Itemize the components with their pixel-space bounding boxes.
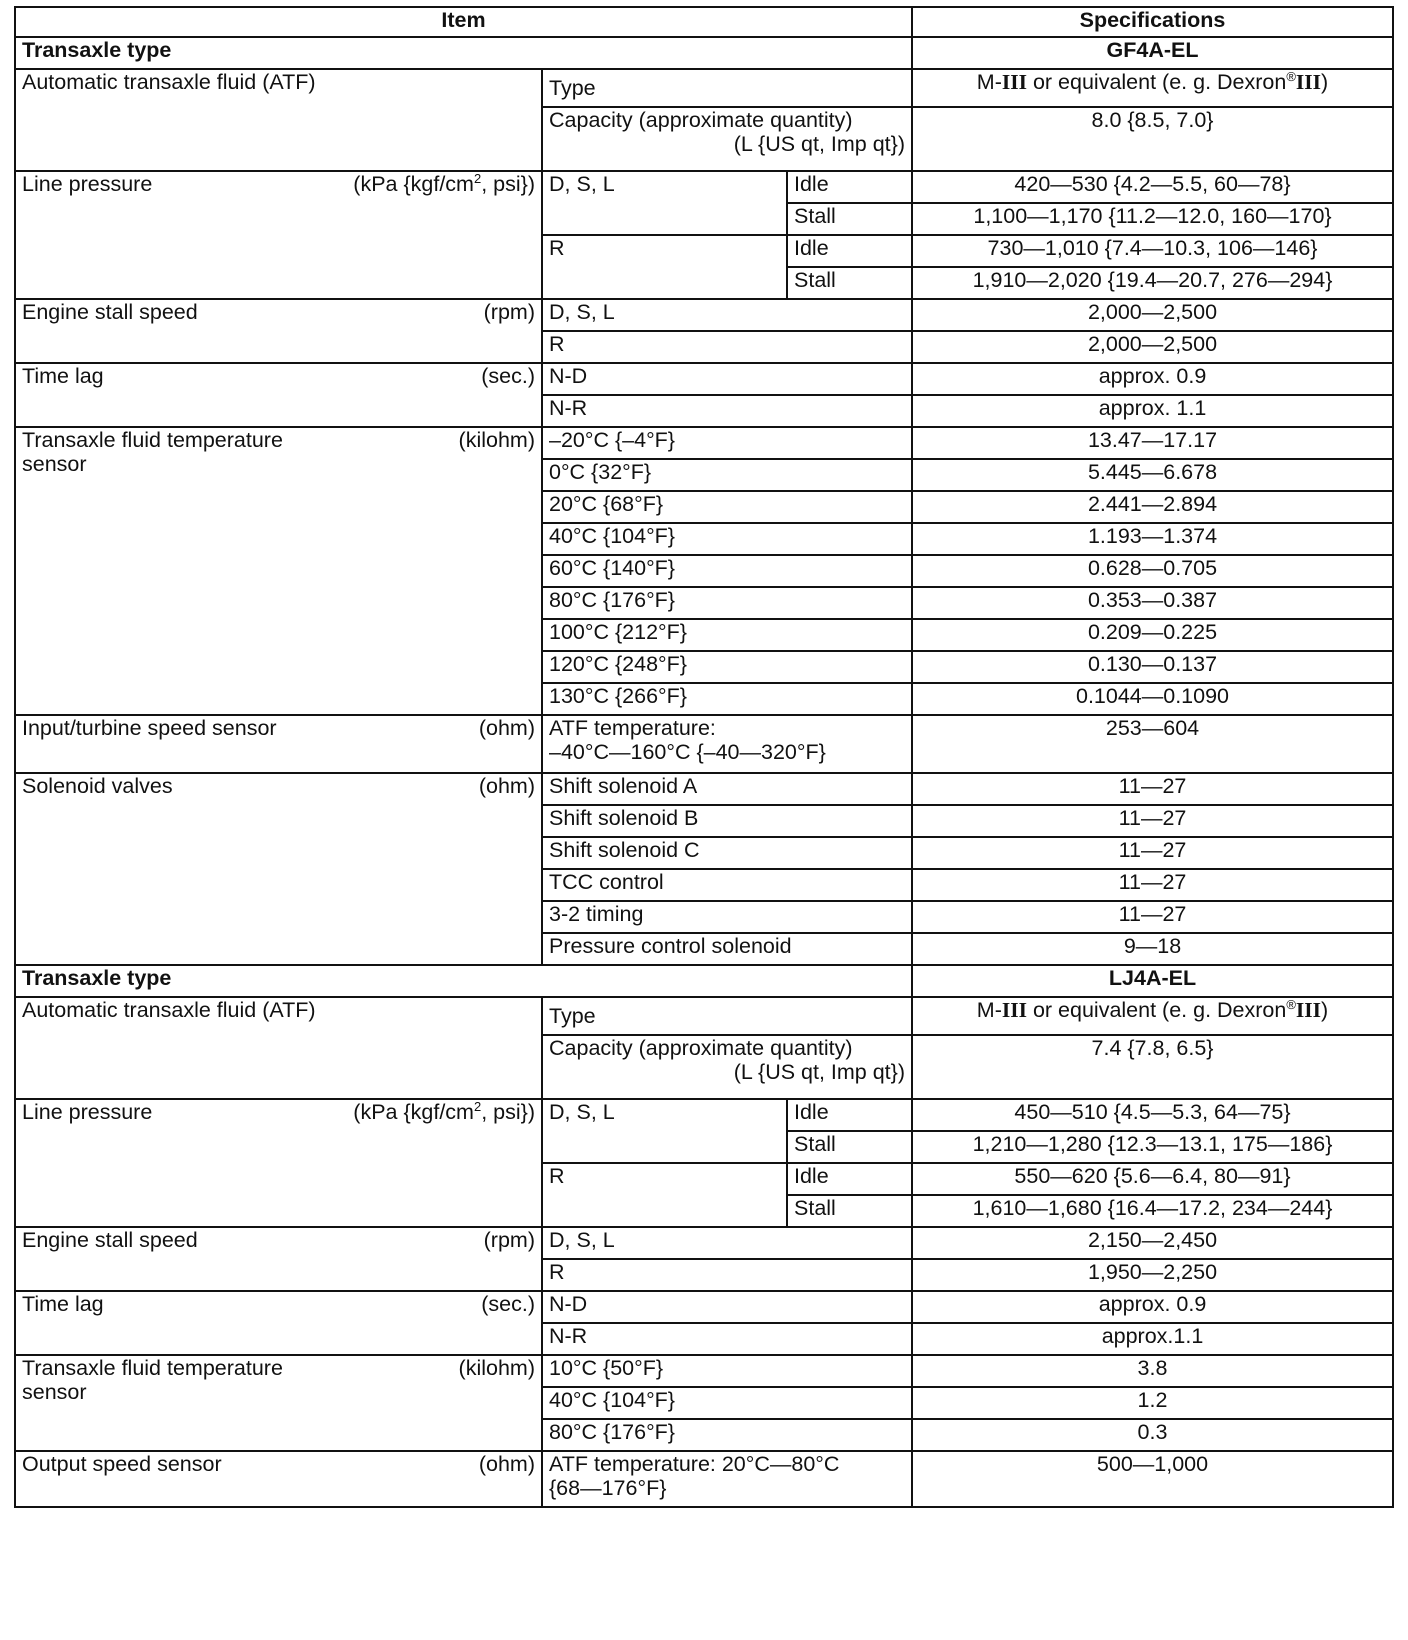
ess-dsl: D, S, L	[542, 299, 912, 331]
lp-dsl-idle-value: 450—510 {4.5—5.3, 64—75}	[912, 1099, 1393, 1131]
capacity-value: 7.4 {7.8, 6.5}	[912, 1035, 1393, 1099]
input-speed-cond: ATF temperature:	[549, 716, 716, 740]
tft-label: Transaxle fluid temperature sensor	[22, 428, 283, 476]
stall-speed-label-cell	[15, 299, 542, 363]
output-speed-label: Output speed sensor	[22, 1452, 222, 1476]
lp-r-idle-value: 730—1,010 {7.4—10.3, 106—146}	[912, 235, 1393, 267]
stall-speed-label: Engine stall speed	[22, 300, 198, 324]
tft-value: 0.130—0.137	[912, 651, 1393, 683]
tft-temp: –20°C {–4°F}	[542, 427, 912, 459]
solenoid-value: 11—27	[912, 837, 1393, 869]
lp-idle: Idle	[787, 1099, 912, 1131]
solenoid-value: 9—18	[912, 933, 1393, 965]
tft-label: Transaxle fluid temperature sensor	[22, 1356, 283, 1404]
atf-type-row	[15, 69, 1393, 107]
gf4a-type-row	[15, 37, 1393, 69]
input-speed-cond-cell	[542, 715, 912, 773]
tft-value: 0.1044—0.1090	[912, 683, 1393, 715]
stall-speed-unit: (rpm)	[483, 300, 535, 324]
time-lag-label-cell	[15, 363, 542, 427]
lp-stall: Stall	[787, 1131, 912, 1163]
tft-value: 5.445—6.678	[912, 459, 1393, 491]
ess-r: R	[542, 331, 912, 363]
ess-r: R	[542, 1259, 912, 1291]
solenoid-value: 11—27	[912, 805, 1393, 837]
lp-idle: Idle	[787, 171, 912, 203]
tft-temp: 40°C {104°F}	[542, 523, 912, 555]
stall-speed-unit: (rpm)	[483, 1228, 535, 1252]
solenoid-label: Solenoid valves	[22, 774, 173, 798]
time-lag-row	[15, 363, 1393, 395]
tft-temp: 0°C {32°F}	[542, 459, 912, 491]
tft-value: 0.353—0.387	[912, 587, 1393, 619]
solenoid-value: 11—27	[912, 773, 1393, 805]
lp-dsl: D, S, L	[542, 1099, 787, 1163]
line-pressure-label: Line pressure	[22, 172, 153, 196]
tft-temp: 10°C {50°F}	[542, 1355, 912, 1387]
tft-label-cell	[15, 427, 542, 715]
lp-dsl-idle-value: 420—530 {4.2—5.5, 60—78}	[912, 171, 1393, 203]
tft-temp: 100°C {212°F}	[542, 619, 912, 651]
tft-temp: 130°C {266°F}	[542, 683, 912, 715]
tft-value: 0.628—0.705	[912, 555, 1393, 587]
lp-dsl-stall-value: 1,100—1,170 {11.2—12.0, 160—170}	[912, 203, 1393, 235]
atf-type-value	[912, 997, 1393, 1035]
atf-type-value-text: M-III or equivalent (e. g. Dexron®III)	[976, 997, 1329, 1022]
atf-type-row	[15, 997, 1393, 1035]
lj4a-type-row	[15, 965, 1393, 997]
tft-value: 3.8	[912, 1355, 1393, 1387]
spec-table	[14, 6, 1394, 1508]
type-label: Transaxle type	[15, 965, 912, 997]
tft-value: 0.3	[912, 1419, 1393, 1451]
tft-temp: 120°C {248°F}	[542, 651, 912, 683]
time-lag-unit: (sec.)	[481, 364, 535, 388]
tft-value: 13.47—17.17	[912, 427, 1393, 459]
type-value: LJ4A-EL	[912, 965, 1393, 997]
solenoid-name: TCC control	[542, 869, 912, 901]
lp-r: R	[542, 235, 787, 299]
lp-stall: Stall	[787, 1195, 912, 1227]
atf-type-label: Type	[542, 69, 912, 107]
tl-nr: N-R	[542, 395, 912, 427]
capacity-label: Capacity (approximate quantity)	[549, 108, 853, 132]
tft-temp: 80°C {176°F}	[542, 587, 912, 619]
tft-temp: 80°C {176°F}	[542, 1419, 912, 1451]
output-speed-unit: (ohm)	[478, 1452, 535, 1476]
input-speed-label-cell	[15, 715, 542, 773]
type-value: GF4A-EL	[912, 37, 1393, 69]
lp-dsl-stall-value: 1,210—1,280 {12.3—13.1, 175—186}	[912, 1131, 1393, 1163]
tft-temp: 60°C {140°F}	[542, 555, 912, 587]
ess-dsl: D, S, L	[542, 1227, 912, 1259]
solenoid-unit: (ohm)	[478, 774, 535, 798]
header-specifications: Specifications	[912, 7, 1393, 37]
tft-temp: 40°C {104°F}	[542, 1387, 912, 1419]
lp-r-idle-value: 550—620 {5.6—6.4, 80—91}	[912, 1163, 1393, 1195]
stall-speed-label-cell	[15, 1227, 542, 1291]
input-speed-row	[15, 715, 1393, 773]
tl-nr-value: approx.1.1	[912, 1323, 1393, 1355]
time-lag-label: Time lag	[22, 1292, 104, 1316]
input-speed-label: Input/turbine speed sensor	[22, 716, 277, 740]
tl-nr-value: approx. 1.1	[912, 395, 1393, 427]
lp-r: R	[542, 1163, 787, 1227]
capacity-label: Capacity (approximate quantity)	[549, 1036, 853, 1060]
capacity-cell	[542, 1035, 912, 1099]
solenoid-name: Pressure control solenoid	[542, 933, 912, 965]
line-pressure-unit: (kPa {$kgf/cm^2$, psi})	[353, 171, 535, 196]
solenoid-name: Shift solenoid C	[542, 837, 912, 869]
atf-type-value-text: M-III or equivalent (e. g. Dexron®III)	[976, 69, 1329, 94]
input-speed-value: 253—604	[912, 715, 1393, 773]
time-lag-row	[15, 1291, 1393, 1323]
line-pressure-label: Line pressure	[22, 1100, 153, 1124]
tft-unit: (kilohm)	[458, 428, 535, 452]
output-speed-label-cell	[15, 1451, 542, 1507]
output-speed-value: 500—1,000	[912, 1451, 1393, 1507]
lp-dsl: D, S, L	[542, 171, 787, 235]
lp-stall: Stall	[787, 267, 912, 299]
ess-dsl-value: 2,000—2,500	[912, 299, 1393, 331]
lp-stall: Stall	[787, 203, 912, 235]
tft-value: 1.193—1.374	[912, 523, 1393, 555]
tft-label-cell	[15, 1355, 542, 1451]
atf-type-value	[912, 69, 1393, 107]
lp-idle: Idle	[787, 1163, 912, 1195]
solenoid-name: 3-2 timing	[542, 901, 912, 933]
line-pressure-row	[15, 1099, 1393, 1131]
output-speed-cond: ATF temperature: 20°C—80°C	[549, 1452, 840, 1476]
tft-row	[15, 1355, 1393, 1387]
capacity-cell	[542, 107, 912, 171]
tl-nd: N-D	[542, 1291, 912, 1323]
solenoid-name: Shift solenoid B	[542, 805, 912, 837]
ess-r-value: 1,950—2,250	[912, 1259, 1393, 1291]
solenoid-value: 11—27	[912, 901, 1393, 933]
tft-value: 1.2	[912, 1387, 1393, 1419]
type-label: Transaxle type	[15, 37, 912, 69]
header-row	[15, 7, 1393, 37]
tl-nd: N-D	[542, 363, 912, 395]
tl-nd-value: approx. 0.9	[912, 363, 1393, 395]
atf-type-label: Type	[542, 997, 912, 1035]
tft-value: 2.441—2.894	[912, 491, 1393, 523]
solenoid-row	[15, 773, 1393, 805]
header-item: Item	[15, 7, 912, 37]
lp-r-stall-value: 1,910—2,020 {19.4—20.7, 276—294}	[912, 267, 1393, 299]
tft-value: 0.209—0.225	[912, 619, 1393, 651]
tft-temp: 20°C {68°F}	[542, 491, 912, 523]
time-lag-label: Time lag	[22, 364, 104, 388]
line-pressure-label-cell	[15, 1099, 542, 1227]
time-lag-label-cell	[15, 1291, 542, 1355]
output-speed-row	[15, 1451, 1393, 1507]
line-pressure-row	[15, 171, 1393, 203]
line-pressure-unit: (kPa {$kgf/cm^2$, psi})	[353, 1099, 535, 1124]
input-speed-cond-range: –40°C—160°C {–40—320°F}	[549, 740, 826, 764]
input-speed-unit: (ohm)	[478, 716, 535, 740]
time-lag-unit: (sec.)	[481, 1292, 535, 1316]
solenoid-value: 11—27	[912, 869, 1393, 901]
solenoid-label-cell	[15, 773, 542, 965]
atf-label: Automatic transaxle fluid (ATF)	[15, 69, 542, 171]
atf-label: Automatic transaxle fluid (ATF)	[15, 997, 542, 1099]
tl-nd-value: approx. 0.9	[912, 1291, 1393, 1323]
output-speed-cond-cell	[542, 1451, 912, 1507]
capacity-unit: (L {US qt, Imp qt})	[733, 132, 905, 156]
capacity-unit: (L {US qt, Imp qt})	[733, 1060, 905, 1084]
output-speed-cond-range: {68—176°F}	[549, 1476, 667, 1500]
tft-row	[15, 427, 1393, 459]
solenoid-name: Shift solenoid A	[542, 773, 912, 805]
stall-speed-row	[15, 299, 1393, 331]
capacity-value: 8.0 {8.5, 7.0}	[912, 107, 1393, 171]
ess-r-value: 2,000—2,500	[912, 331, 1393, 363]
stall-speed-row	[15, 1227, 1393, 1259]
lp-idle: Idle	[787, 235, 912, 267]
lp-r-stall-value: 1,610—1,680 {16.4—17.2, 234—244}	[912, 1195, 1393, 1227]
stall-speed-label: Engine stall speed	[22, 1228, 198, 1252]
tl-nr: N-R	[542, 1323, 912, 1355]
tft-unit: (kilohm)	[458, 1356, 535, 1380]
ess-dsl-value: 2,150—2,450	[912, 1227, 1393, 1259]
line-pressure-label-cell	[15, 171, 542, 299]
